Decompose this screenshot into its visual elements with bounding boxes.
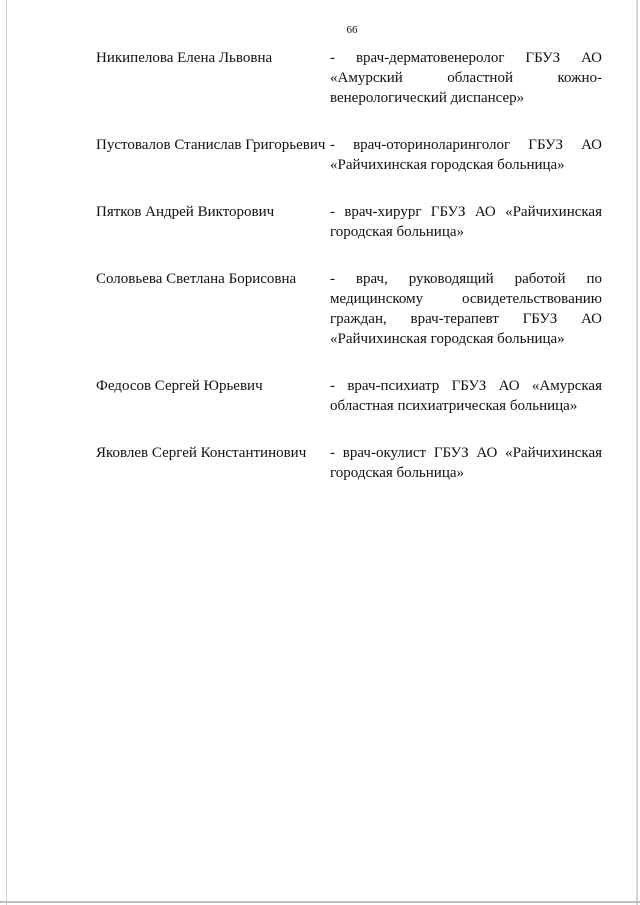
roster-entry bbox=[96, 269, 616, 349]
member-position: - врач-психиатр ГБУЗ АО «Амурская областная психиатрическая больница» bbox=[330, 378, 602, 414]
member-name: Пятков Андрей Викторович bbox=[96, 204, 275, 220]
roster-entry bbox=[96, 48, 616, 108]
roster-entry bbox=[96, 202, 616, 242]
scan-edge-right bbox=[636, 0, 638, 905]
roster-entry bbox=[96, 443, 616, 483]
member-name: Соловьева Светлана Борисовна bbox=[96, 271, 297, 287]
member-name: Никипелова Елена Львовна bbox=[96, 50, 273, 66]
member-position: - врач, руководящий работой по медицинскому освидетельствованию граждан, врач-терапевт ГБУЗ АО «Райчихинская городская больница» bbox=[330, 271, 602, 347]
page-number: 66 bbox=[346, 24, 358, 36]
member-position: - врач-дерматовенеролог ГБУЗ АО «Амурский областной кожно-венерологический диспансер» bbox=[330, 50, 602, 106]
member-name: Федосов Сергей Юрьевич bbox=[96, 378, 263, 394]
member-position: - врач-окулист ГБУЗ АО «Райчихинская городская больница» bbox=[330, 445, 602, 481]
scan-edge-bottom bbox=[0, 901, 640, 903]
member-name: Яковлев Сергей Константинович bbox=[96, 445, 307, 461]
member-name: Пустовалов Станислав Григорьевич bbox=[96, 137, 326, 153]
member-position: - врач-оториноларинголог ГБУЗ АО «Райчихинская городская больница» bbox=[330, 137, 602, 173]
member-position: - врач-хирург ГБУЗ АО «Райчихинская городская больница» bbox=[330, 204, 602, 240]
roster-entry bbox=[96, 135, 616, 175]
roster-entry bbox=[96, 376, 616, 416]
scan-edge-left bbox=[6, 0, 7, 905]
commission-roster bbox=[96, 48, 616, 510]
